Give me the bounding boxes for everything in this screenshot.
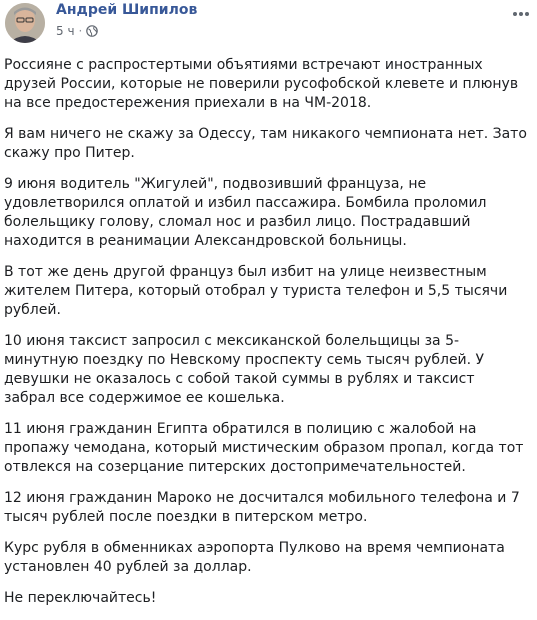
globe-icon[interactable] (86, 25, 98, 37)
post-time[interactable]: 5 ч (56, 24, 75, 38)
post-paragraph: 12 июня гражданин Мароко не досчитался мобильного телефона и 7 тысяч рублей после поездки в питерском метро. (4, 490, 520, 525)
post-paragraph: 9 июня водитель "Жигулей", подвозивший француза, не удовлетворился оплатой и избил пассажира. Бомбила проломил болельщику голову, сломал нос и разбил лицо. Пострадавший находится в реанимации Александровской больницы. (4, 176, 487, 249)
post-paragraph: Я вам ничего не скажу за Одессу, там никакого чемпионата нет. Зато скажу про Питер. (4, 126, 527, 161)
more-options-icon[interactable] (511, 6, 531, 20)
avatar-photo (5, 3, 45, 43)
post-paragraph: 10 июня таксист запросил с мексиканской болельщицы за 5-минутную поездку по Невскому проспекту семь тысяч рублей. У девушки не оказалось с собой такой суммы в рублях и таксист забрал все содержимое ее кошелька. (4, 333, 485, 406)
avatar[interactable] (5, 3, 45, 43)
post-paragraph: В тот же день другой француз был избит на улице неизвестным жителем Питера, который отобрал у туриста телефон и 5,5 тысячи рублей. (4, 264, 508, 318)
post-meta (56, 24, 98, 38)
post-body (4, 56, 529, 620)
post-header (0, 0, 537, 48)
author-name[interactable]: Андрей Шипилов (56, 2, 198, 18)
meta-separator: · (78, 24, 83, 38)
post-paragraph: Россияне с распростертыми объятиями встречают иностранных друзей России, которые не поверили русофобской клевете и плюнув на все предостережения приехали в на ЧМ-2018. (4, 57, 519, 111)
post-paragraph: Курс рубля в обменниках аэропорта Пулково на время чемпионата установлен 40 рублей за доллар. (4, 540, 505, 575)
post-paragraph: Не переключайтесь! (4, 590, 157, 606)
post-paragraph: 11 июня гражданин Египта обратился в полицию с жалобой на пропажу чемодана, который мистическим образом пропал, когда тот отвлекся на созерцание питерских достопримечательностей. (4, 421, 524, 475)
